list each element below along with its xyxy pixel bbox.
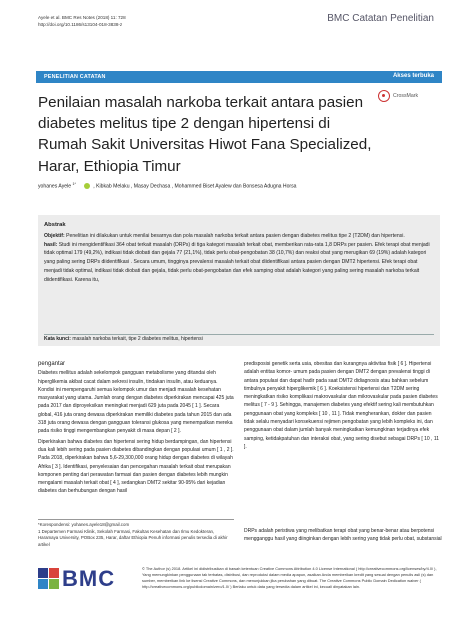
paragraph: predisposisi genetik serta usia, obesitas dan kurangnya aktivitas fisik [ 6 ]. Hipertensi adalah entitas komor- umum pada pasien dengan DMT2 dengan prevalensi tinggi di antara populasi dan dapat hadir pada saat DMT2 didiagnosis atau bahkan sebelum timbulnya penyakit hiperglikemik [ 6 ]. Koeksistensi hipertensi dan T2DM sering meningkatkan risiko komplikasi makrovaskular dan mikrovaskular pada pasien diabetes melitus [ 7 - 9 ]. Sehingga, manajemen diabetes yang efektif sering kali membutuhkan penggunaan obat yang kompleks [ 10 , 11 ]. Tidak mengherankan, dokter dan pasien tidak selalu menyadari konsekuensi rejimen pengobatan yang lebih kompleks ini, dan penggunaan obat dalam jumlah banyak meningkatkan kemungkinan terjadinya efek samping, ketidakpatuhan dan interaksi obat, yang sering disebut sebagai DRPs [ 10 , 11 ]. xyxy=(244,361,440,450)
journal-name: BMC Catatan Penelitian xyxy=(327,13,434,24)
result-label: hasil: xyxy=(44,241,58,248)
paragraph: DRPs adalah peristiwa yang melibatkan terapi obat yang benar-benar atau berpotensi mengganggu hasil yang diinginkan dengan lebih sering yang tidak perlu obat, substansial xyxy=(244,528,442,543)
author-affiliation-mark: 1* xyxy=(72,182,76,186)
right-column-continued xyxy=(244,527,442,544)
keywords-divider xyxy=(44,334,434,335)
orcid-icon[interactable] xyxy=(84,183,90,189)
keywords-text: masalah narkoba terkait, tipe 2 diabetes melitus, hipertensi xyxy=(70,336,203,342)
logo-square-icon xyxy=(38,568,48,578)
abstract-box xyxy=(38,215,440,346)
bmc-logo[interactable] xyxy=(38,566,130,592)
author-list xyxy=(38,182,458,190)
logo-square-icon xyxy=(38,579,48,589)
doi-link[interactable]: http://doi.org/10.1186/s13104-018-3838-z xyxy=(38,22,123,27)
crossmark-icon xyxy=(378,90,390,102)
section-heading-background: pengantar xyxy=(38,361,66,367)
logo-wordmark: BMC xyxy=(62,566,116,591)
affiliation-note: 1 Departemen Farmasi Klinik, Sekolah Farmasi, Fakultas Kesehatan dan Ilmu Kedokteran, Haramaya University, POBox 235, Harar, daftar Ethiopia Penuh informasi penulis tersedia di akhir artikel xyxy=(38,528,228,547)
paragraph: Diperkirakan bahwa diabetes dan hipertensi sering hidup berdampingan, dan hipertensi dua kali lebih sering pada pasien diabetes dibandingkan dengan populasi umum [ 1 , 2 ]. Pada 2018, diperkirakan bahwa 5,6-29,300,000 orang hidup dengan diabetes di wilayah Afrika [ 3 ]. Identifikasi, penyelesaian dan pencegahan masalah terkait obat merupakan komponen penting dari perawatan farmasi dan pasien dengan diabetes lebih mungkin mengalami masalah terkait obat [ 4 ], sedangkan DMT2 sekitar 90-95% dari kejadian diabetes dan berhubungan dengan hasil xyxy=(38,438,234,495)
crossmark-badge[interactable] xyxy=(378,90,436,104)
abstract-result xyxy=(44,241,434,285)
logo-square-icon xyxy=(49,579,59,589)
crossmark-label: CrossMark xyxy=(393,93,419,99)
license-statement: © The Author (s) 2018. Artikel ini didistribusikan di bawah ketentuan Creative Commons Attribution 4.0 License International ( http://creativecommons.org/licenses/by/4.0/ ), Yang memungkinkan penggunaan tak terbatas, distribusi, dan reproduksi dalam media apapun, asalkan Anda memberikan kredit yang sesuai dengan penulis asli (s) dan sumber, memberikan link ke lisensi Creative Commons, dan menunjukkan jika perubahan yang dibuat. The Creative Commons Public Domain Dedication waiver ( http://creativecommons.org/publicdomain/zero/1.0/ ) Berlaku untuk data yang tersedia dalam artikel ini, kecuali dinyatakan lain. xyxy=(142,566,437,589)
abstract-heading: Abstrak xyxy=(44,222,66,228)
open-access-label: Akses terbuka xyxy=(392,73,434,79)
article-title: Penilaian masalah narkoba terkait antara pasien diabetes melitus tipe 2 dengan hipertensi di Rumah Sakit Universitas Hiwot Fana Specialized, Harar, Ethiopia Timur xyxy=(38,94,372,175)
logo-square-icon xyxy=(49,568,59,578)
result-text: Studi ini mengidentifikasi 364 obat terkait masalah (DRPs) di tiga kategori masalah terkait obat, memberikan rata-rata 1,8 DRPs per pasien. Efek terapi obat menjadi tidak optimal 179 (49,2%), indikasi tidak diobati dan gejala 77 (21,1%), tidak perlu obat-pengobatan 38 (10,7%) dan reaksi obat yang merugikan 69 (19%) adalah kategori yang paling sering DRPs diidentifikasi . Secara umum, tingginya prevalensi masalah terkait obat diidentifikasi antara pasien dengan DMT2 hipertensi. Efek terapi obat menjadi tidak optimal, indikasi tidak diobati dan gejala, tidak perlu obat-pengobatan dan efek samping obat adalah kategori yang paling sering masalah narkoba terkait diidentifikasi. Karena itu, xyxy=(44,241,430,283)
left-column xyxy=(38,360,234,496)
article-type-band xyxy=(36,71,442,83)
citation-header xyxy=(38,14,126,28)
keywords-label: Kata kunci: xyxy=(44,336,71,342)
co-authors: , Kibkab Melaku , Masay Dechasa , Mohammed Biset Ayalew dan Bonsesa Adugna Horsa xyxy=(91,183,297,190)
abstract-objective xyxy=(44,232,434,241)
objective-label: Objektif: xyxy=(44,232,65,239)
correspondence-footnote xyxy=(38,519,234,548)
citation-line: Ayele et al. BMC Res Notes (2018) 11: 728 xyxy=(38,15,126,20)
first-author[interactable]: yohanes Ayele xyxy=(38,183,73,190)
keywords xyxy=(44,336,203,342)
paragraph: Diabetes mellitus adalah sekelompok gangguan metabolisme yang ditandai oleh hiperglikemia akibat cacat dalam sekresi insulin, tindakan insulin, atau keduanya. Kondisi ini mempengaruhi semua kelompok umur dan menjadi masalah kesehatan masyarakat yang utama. Jumlah orang dengan diabetes diperkirakan mencapai 425 juta pada 2017 dan diproyeksikan meningkat menjadi 629 juta pada 2045 [ 1 ]. Secara global, 416 juta orang dewasa diperkirakan memiliki diabetes pada tahun 2015 dan ada 318 juta orang dewasa dengan gangguan toleransi glukosa yang menempatkan mereka pada risiko tinggi mengembangkan penyakit di masa depan [ 2 ]. xyxy=(38,370,234,435)
article-type-label: PENELITIAN CATATAN xyxy=(44,74,106,80)
objective-text: Penelitian ini dilakukan untuk menilai besarnya dan pola masalah narkoba terkait antara pasien dengan diabetes melitus tipe 2 (T2DM) dan hipertensi. xyxy=(64,232,405,239)
right-column xyxy=(244,360,442,451)
correspondence-email[interactable]: *Korespondensi: yohanes.ayele18@gmail.com xyxy=(38,522,130,527)
